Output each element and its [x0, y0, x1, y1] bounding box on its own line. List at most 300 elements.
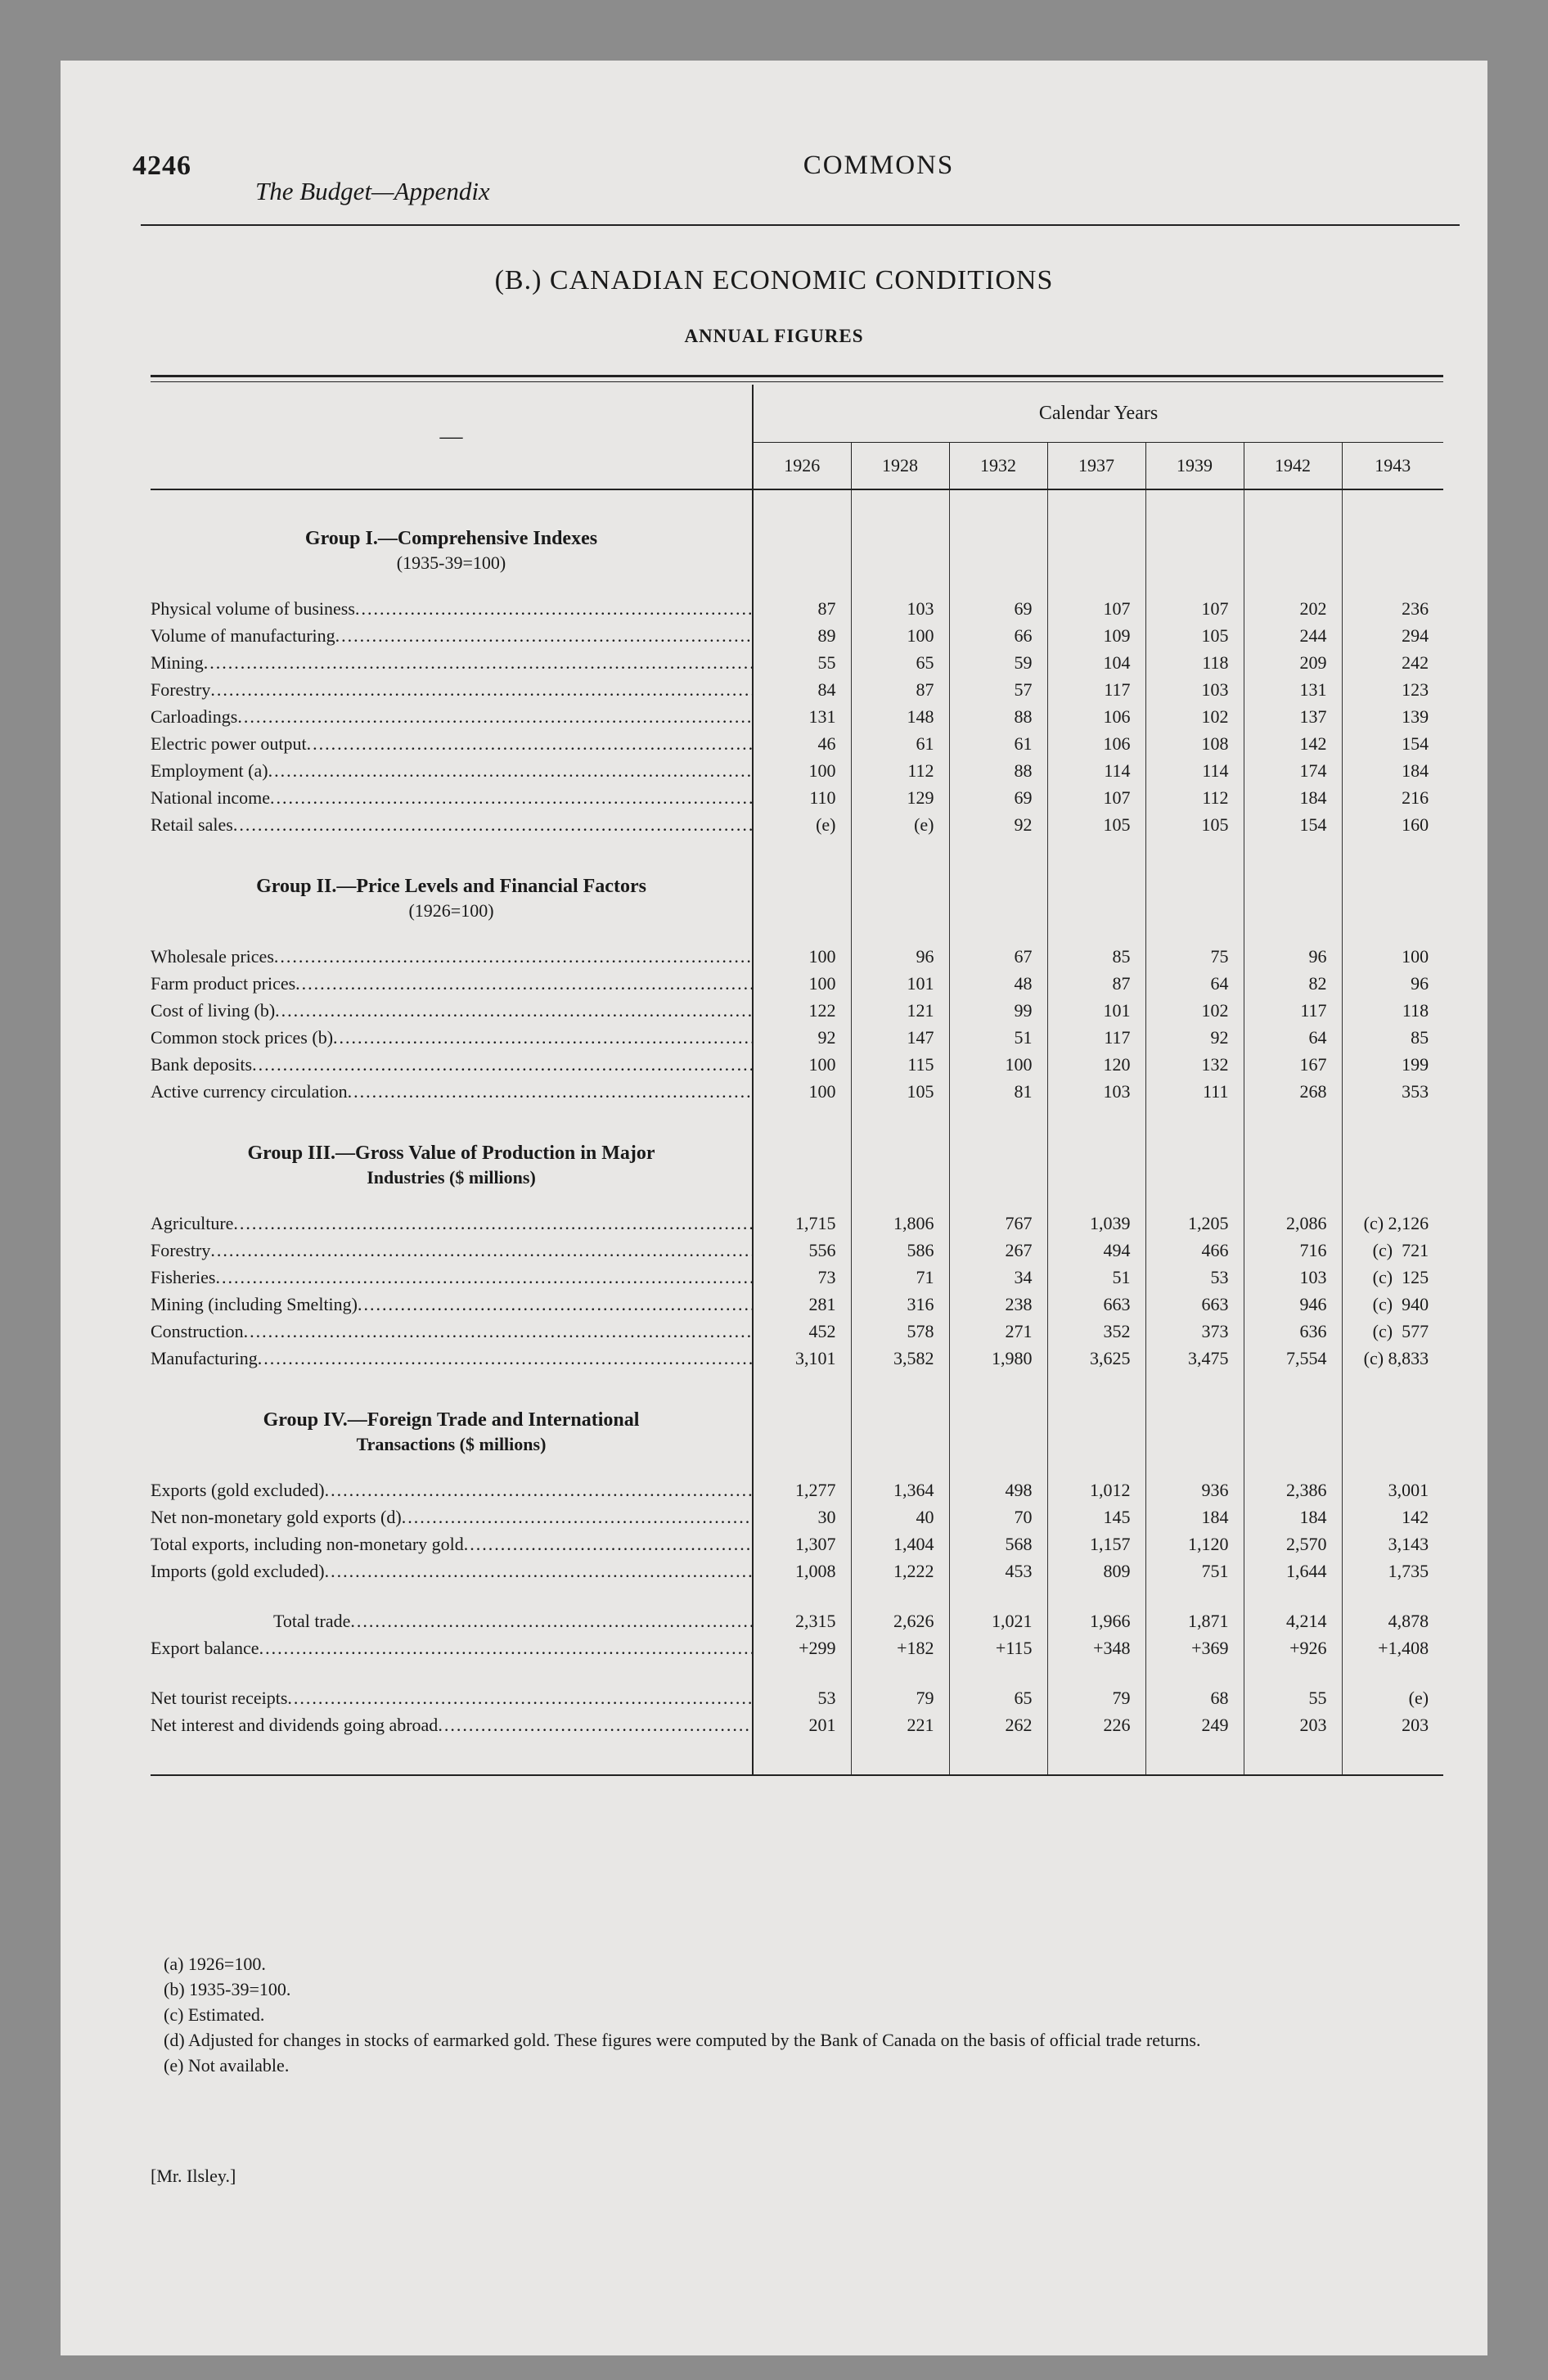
- value-cell: 3,001: [1388, 1480, 1429, 1500]
- stub-header: —: [151, 385, 753, 489]
- leader-dots: [274, 943, 752, 970]
- value-cell: 716: [1244, 1237, 1342, 1264]
- year-header: 1942: [1244, 443, 1342, 490]
- footnote: (b) 1935-39=100.: [164, 1979, 291, 1999]
- value-cell: 267: [949, 1237, 1047, 1264]
- value-cell: 578: [851, 1318, 949, 1345]
- value-cell: 100: [1402, 946, 1429, 967]
- row-label: Physical volume of business: [151, 598, 355, 619]
- value-cell: 67: [949, 943, 1047, 970]
- row-label: Forestry: [151, 679, 211, 700]
- footnotes: [151, 1951, 1460, 2078]
- value-cell: 79: [1047, 1684, 1145, 1711]
- value-cell: 498: [949, 1476, 1047, 1503]
- value-cell: 373: [1145, 1318, 1244, 1345]
- value-cell: 1,008: [753, 1557, 851, 1584]
- value-cell: +182: [851, 1634, 949, 1661]
- leader-dots: [204, 649, 752, 676]
- row-label: Wholesale prices: [151, 946, 274, 967]
- value-cell: 568: [949, 1530, 1047, 1557]
- value-cell: 102: [1145, 997, 1244, 1024]
- year-header: 1939: [1145, 443, 1244, 490]
- row-label: Mining (including Smelting): [151, 1294, 358, 1314]
- value-cell: 4,878: [1388, 1611, 1429, 1631]
- table-row: [151, 811, 1443, 838]
- leader-dots: [259, 1634, 752, 1661]
- group-heading: Group I.—Comprehensive Indexes: [304, 528, 598, 549]
- year-header: 1932: [949, 443, 1047, 490]
- value-cell: 556: [753, 1237, 851, 1264]
- value-cell: 115: [851, 1051, 949, 1078]
- document-title: (B.) CANADIAN ECONOMIC CONDITIONS: [494, 265, 1054, 295]
- leader-dots: [233, 1210, 752, 1237]
- value-cell: 1,404: [851, 1530, 949, 1557]
- value-cell: 88: [949, 703, 1047, 730]
- page-number: 4246: [133, 151, 191, 181]
- value-cell: 64: [1244, 1024, 1342, 1051]
- value-cell: 160: [1402, 814, 1429, 835]
- value-cell: 453: [949, 1557, 1047, 1584]
- value-cell: 110: [753, 784, 851, 811]
- value-cell: 53: [1145, 1264, 1244, 1291]
- value-cell: 51: [949, 1024, 1047, 1051]
- row-label: Construction: [151, 1321, 244, 1341]
- table-row: [151, 1210, 1443, 1237]
- table-row: [151, 1318, 1443, 1345]
- value-cell: 100: [753, 943, 851, 970]
- leader-dots: [333, 1024, 752, 1051]
- row-label: Active currency circulation: [151, 1081, 348, 1102]
- value-cell: 85: [1411, 1027, 1429, 1048]
- table-row: [151, 1291, 1443, 1318]
- table-row: [151, 943, 1443, 970]
- footnote: (c) Estimated.: [164, 2004, 265, 2025]
- running-head: COMMONS: [803, 151, 955, 180]
- row-label: Fisheries: [151, 1267, 216, 1287]
- value-cell: 92: [949, 811, 1047, 838]
- value-cell: 92: [753, 1024, 851, 1051]
- value-cell: 167: [1244, 1051, 1342, 1078]
- value-cell: 3,101: [753, 1345, 851, 1372]
- value-cell: 123: [1402, 679, 1429, 700]
- leader-dots: [275, 997, 752, 1024]
- value-cell: 108: [1145, 730, 1244, 757]
- value-cell: 221: [851, 1711, 949, 1738]
- value-cell: (e): [1408, 1688, 1429, 1708]
- value-cell: 40: [851, 1503, 949, 1530]
- value-cell: 2,386: [1244, 1476, 1342, 1503]
- row-label: Farm product prices: [151, 973, 296, 994]
- table-row: [151, 1634, 1443, 1661]
- table-row: [151, 997, 1443, 1024]
- value-cell: 87: [1047, 970, 1145, 997]
- table-row: [151, 1530, 1443, 1557]
- value-cell: 154: [1244, 811, 1342, 838]
- leader-dots: [307, 730, 752, 757]
- leader-dots: [348, 1078, 752, 1105]
- value-cell: 117: [1047, 676, 1145, 703]
- value-cell: 154: [1402, 733, 1429, 754]
- leader-dots: [258, 1345, 752, 1372]
- value-cell: 100: [753, 1051, 851, 1078]
- value-cell: 96: [851, 943, 949, 970]
- spacer-row: [151, 1738, 1443, 1775]
- value-cell: (c) 125: [1372, 1267, 1429, 1287]
- value-cell: 111: [1145, 1078, 1244, 1105]
- value-cell: 104: [1047, 649, 1145, 676]
- row-label: Bank deposits: [151, 1054, 253, 1075]
- value-cell: 55: [753, 649, 851, 676]
- value-cell: +348: [1047, 1634, 1145, 1661]
- leader-dots: [295, 970, 752, 997]
- value-cell: 68: [1145, 1684, 1244, 1711]
- value-cell: 88: [949, 757, 1047, 784]
- value-cell: 203: [1244, 1711, 1342, 1738]
- value-cell: 118: [1402, 1000, 1429, 1021]
- value-cell: 105: [851, 1078, 949, 1105]
- leader-dots: [325, 1476, 752, 1503]
- leader-dots: [402, 1503, 752, 1530]
- value-cell: 112: [1145, 784, 1244, 811]
- value-cell: 82: [1244, 970, 1342, 997]
- spacer-row: [151, 1584, 1443, 1607]
- value-cell: 118: [1145, 649, 1244, 676]
- table-row: [151, 1557, 1443, 1584]
- value-cell: 64: [1145, 970, 1244, 997]
- value-cell: 946: [1244, 1291, 1342, 1318]
- group-heading-row: [151, 1105, 1443, 1210]
- leader-dots: [438, 1711, 752, 1738]
- footnote: (a) 1926=100.: [164, 1954, 266, 1974]
- leader-dots: [268, 757, 752, 784]
- table-row: [151, 1607, 1443, 1634]
- value-cell: 85: [1047, 943, 1145, 970]
- value-cell: 105: [1145, 811, 1244, 838]
- value-cell: 96: [1411, 973, 1429, 994]
- value-cell: (c) 2,126: [1363, 1213, 1429, 1233]
- value-cell: 1,871: [1145, 1607, 1244, 1634]
- value-cell: 70: [949, 1503, 1047, 1530]
- leader-dots: [210, 1237, 752, 1264]
- group-heading-row: [151, 838, 1443, 943]
- value-cell: 107: [1047, 595, 1145, 622]
- group-subheading: Transactions ($ millions): [356, 1434, 547, 1454]
- year-header: 1926: [753, 443, 851, 490]
- value-cell: 79: [851, 1684, 949, 1711]
- value-cell: 936: [1145, 1476, 1244, 1503]
- row-label: Electric power output: [151, 733, 307, 754]
- value-cell: 71: [851, 1264, 949, 1291]
- value-cell: 586: [851, 1237, 949, 1264]
- row-label: Common stock prices (b): [151, 1027, 334, 1048]
- leader-dots: [287, 1684, 752, 1711]
- value-cell: 3,143: [1388, 1534, 1429, 1554]
- value-cell: 69: [949, 784, 1047, 811]
- row-label: Exports (gold excluded): [151, 1480, 325, 1500]
- table-row: [151, 622, 1443, 649]
- value-cell: +926: [1244, 1634, 1342, 1661]
- table-row: [151, 595, 1443, 622]
- value-cell: 1,277: [753, 1476, 851, 1503]
- value-cell: 59: [949, 649, 1047, 676]
- value-cell: 751: [1145, 1557, 1244, 1584]
- value-cell: 2,315: [753, 1607, 851, 1634]
- value-cell: 184: [1145, 1503, 1244, 1530]
- value-cell: +115: [949, 1634, 1047, 1661]
- table-row: [151, 649, 1443, 676]
- value-cell: 103: [851, 595, 949, 622]
- value-cell: 767: [949, 1210, 1047, 1237]
- value-cell: 7,554: [1244, 1345, 1342, 1372]
- value-cell: 1,980: [949, 1345, 1047, 1372]
- table-row: [151, 1264, 1443, 1291]
- value-cell: 1,120: [1145, 1530, 1244, 1557]
- value-cell: 148: [851, 703, 949, 730]
- value-cell: 117: [1244, 997, 1342, 1024]
- row-label: Net non-monetary gold exports (d): [151, 1507, 402, 1527]
- value-cell: 106: [1047, 730, 1145, 757]
- row-label: Employment (a): [151, 760, 268, 781]
- row-label: Export balance: [151, 1638, 259, 1658]
- value-cell: 316: [851, 1291, 949, 1318]
- table-row: [151, 1024, 1443, 1051]
- value-cell: +299: [753, 1634, 851, 1661]
- value-cell: 1,806: [851, 1210, 949, 1237]
- value-cell: (c) 8,833: [1363, 1348, 1429, 1368]
- value-cell: 99: [949, 997, 1047, 1024]
- value-cell: 1,021: [949, 1607, 1047, 1634]
- value-cell: 2,086: [1244, 1210, 1342, 1237]
- value-cell: 101: [1047, 997, 1145, 1024]
- value-cell: 209: [1244, 649, 1342, 676]
- table-row: [151, 1078, 1443, 1105]
- value-cell: 1,966: [1047, 1607, 1145, 1634]
- value-cell: 120: [1047, 1051, 1145, 1078]
- value-cell: 109: [1047, 622, 1145, 649]
- value-cell: 202: [1244, 595, 1342, 622]
- leader-dots: [244, 1318, 752, 1345]
- header-rule: [141, 224, 1460, 226]
- row-label: National income: [151, 787, 271, 808]
- leader-dots: [270, 784, 752, 811]
- value-cell: 1,222: [851, 1557, 949, 1584]
- group-subheading: Industries ($ millions): [367, 1167, 536, 1188]
- value-cell: 142: [1402, 1507, 1429, 1527]
- value-cell: 4,214: [1244, 1607, 1342, 1634]
- value-cell: 121: [851, 997, 949, 1024]
- table-row: [151, 676, 1443, 703]
- value-cell: (e): [851, 811, 949, 838]
- value-cell: 203: [1402, 1715, 1429, 1735]
- value-cell: 281: [753, 1291, 851, 1318]
- table-row: [151, 757, 1443, 784]
- value-cell: 112: [851, 757, 949, 784]
- value-cell: 65: [949, 1684, 1047, 1711]
- value-cell: 1,205: [1145, 1210, 1244, 1237]
- row-label: Forestry: [151, 1240, 211, 1260]
- value-cell: +1,408: [1378, 1638, 1429, 1658]
- value-cell: 53: [753, 1684, 851, 1711]
- value-cell: 131: [753, 703, 851, 730]
- value-cell: 114: [1145, 757, 1244, 784]
- value-cell: 142: [1244, 730, 1342, 757]
- value-cell: 55: [1244, 1684, 1342, 1711]
- value-cell: 226: [1047, 1711, 1145, 1738]
- row-label: Carloadings: [151, 706, 238, 727]
- value-cell: 3,475: [1145, 1345, 1244, 1372]
- value-cell: 61: [949, 730, 1047, 757]
- value-cell: 100: [949, 1051, 1047, 1078]
- row-label: Net tourist receipts: [151, 1688, 288, 1708]
- value-cell: 216: [1402, 787, 1429, 808]
- value-cell: 117: [1047, 1024, 1145, 1051]
- row-label: Net interest and dividends going abroad: [151, 1715, 439, 1735]
- value-cell: 66: [949, 622, 1047, 649]
- value-cell: 34: [949, 1264, 1047, 1291]
- value-cell: 663: [1047, 1291, 1145, 1318]
- value-cell: 61: [851, 730, 949, 757]
- value-cell: 184: [1402, 760, 1429, 781]
- value-cell: 3,625: [1047, 1345, 1145, 1372]
- value-cell: 145: [1047, 1503, 1145, 1530]
- value-cell: 1,644: [1244, 1557, 1342, 1584]
- leader-dots: [355, 595, 752, 622]
- value-cell: (c) 940: [1372, 1294, 1429, 1314]
- group-heading: Group III.—Gross Value of Production in Major: [247, 1143, 655, 1164]
- value-cell: 102: [1145, 703, 1244, 730]
- table-row: [151, 1684, 1443, 1711]
- value-cell: (c) 577: [1372, 1321, 1429, 1341]
- value-cell: 89: [753, 622, 851, 649]
- page: [61, 61, 1487, 2355]
- table-row: [151, 1237, 1443, 1264]
- value-cell: 1,012: [1047, 1476, 1145, 1503]
- calendar-years-header: Calendar Years: [753, 385, 1443, 443]
- value-cell: 69: [949, 595, 1047, 622]
- value-cell: 131: [1244, 676, 1342, 703]
- value-cell: (e): [753, 811, 851, 838]
- value-cell: 1,364: [851, 1476, 949, 1503]
- value-cell: 2,626: [851, 1607, 949, 1634]
- value-cell: 105: [1145, 622, 1244, 649]
- value-cell: 147: [851, 1024, 949, 1051]
- value-cell: 100: [753, 757, 851, 784]
- value-cell: 174: [1244, 757, 1342, 784]
- row-label: Cost of living (b): [151, 1000, 276, 1021]
- row-label: Agriculture: [151, 1213, 234, 1233]
- value-cell: 184: [1244, 784, 1342, 811]
- year-header: 1943: [1342, 443, 1443, 490]
- value-cell: 101: [851, 970, 949, 997]
- value-cell: 96: [1244, 943, 1342, 970]
- leader-dots: [215, 1264, 752, 1291]
- value-cell: 48: [949, 970, 1047, 997]
- value-cell: 249: [1145, 1711, 1244, 1738]
- value-cell: 201: [753, 1711, 851, 1738]
- group-subheading: (1926=100): [408, 900, 494, 921]
- table-row: [151, 703, 1443, 730]
- value-cell: 46: [753, 730, 851, 757]
- value-cell: 184: [1244, 1503, 1342, 1530]
- value-cell: 87: [753, 595, 851, 622]
- value-cell: 352: [1047, 1318, 1145, 1345]
- value-cell: 51: [1047, 1264, 1145, 1291]
- economic-conditions-table: [151, 385, 1443, 1776]
- value-cell: 105: [1047, 811, 1145, 838]
- value-cell: 73: [753, 1264, 851, 1291]
- value-cell: 244: [1244, 622, 1342, 649]
- group-heading-row: [151, 1372, 1443, 1476]
- document-subtitle: ANNUAL FIGURES: [684, 326, 864, 346]
- value-cell: 106: [1047, 703, 1145, 730]
- row-label: Total exports, including non-monetary gold: [151, 1534, 464, 1554]
- value-cell: 1,735: [1388, 1561, 1429, 1581]
- group-subheading: (1935-39=100): [396, 552, 506, 573]
- value-cell: 1,715: [753, 1210, 851, 1237]
- value-cell: 30: [753, 1503, 851, 1530]
- group-heading-row: [151, 489, 1443, 595]
- row-label: Mining: [151, 652, 204, 673]
- leader-dots: [464, 1530, 752, 1557]
- value-cell: 236: [1402, 598, 1429, 619]
- value-cell: 132: [1145, 1051, 1244, 1078]
- row-label: Total trade: [273, 1611, 351, 1631]
- value-cell: 809: [1047, 1557, 1145, 1584]
- group-heading: Group IV.—Foreign Trade and International: [263, 1409, 640, 1431]
- value-cell: 129: [851, 784, 949, 811]
- value-cell: 466: [1145, 1237, 1244, 1264]
- value-cell: 103: [1145, 676, 1244, 703]
- leader-dots: [252, 1051, 752, 1078]
- table-row: [151, 1503, 1443, 1530]
- value-cell: 2,570: [1244, 1530, 1342, 1557]
- value-cell: 122: [753, 997, 851, 1024]
- footnote: (d) Adjusted for changes in stocks of earmarked gold. These figures were computed by the Bank of Canada on the basis of official trade returns.: [164, 2030, 1201, 2050]
- row-label: Manufacturing: [151, 1348, 258, 1368]
- table-row: [151, 970, 1443, 997]
- row-label: Retail sales: [151, 814, 233, 835]
- value-cell: 84: [753, 676, 851, 703]
- value-cell: 139: [1402, 706, 1429, 727]
- table-row: [151, 730, 1443, 757]
- leader-dots: [237, 703, 752, 730]
- leader-dots: [335, 622, 752, 649]
- value-cell: 137: [1244, 703, 1342, 730]
- table-top-rule: [151, 375, 1443, 377]
- row-label: Volume of manufacturing: [151, 625, 335, 646]
- value-cell: 271: [949, 1318, 1047, 1345]
- value-cell: 242: [1402, 652, 1429, 673]
- value-cell: 103: [1047, 1078, 1145, 1105]
- value-cell: 636: [1244, 1318, 1342, 1345]
- value-cell: 81: [949, 1078, 1047, 1105]
- group-heading: Group II.—Price Levels and Financial Factors: [256, 876, 646, 897]
- value-cell: 294: [1402, 625, 1429, 646]
- value-cell: 262: [949, 1711, 1047, 1738]
- value-cell: 100: [753, 970, 851, 997]
- value-cell: 3,582: [851, 1345, 949, 1372]
- spacer-row: [151, 1661, 1443, 1684]
- value-cell: 1,307: [753, 1530, 851, 1557]
- leader-dots: [210, 676, 752, 703]
- row-label: Imports (gold excluded): [151, 1561, 325, 1581]
- signer: [Mr. Ilsley.]: [151, 2166, 236, 2186]
- value-cell: 65: [851, 649, 949, 676]
- leader-dots: [325, 1557, 752, 1584]
- value-cell: 494: [1047, 1237, 1145, 1264]
- leader-dots: [233, 811, 752, 838]
- value-cell: 1,039: [1047, 1210, 1145, 1237]
